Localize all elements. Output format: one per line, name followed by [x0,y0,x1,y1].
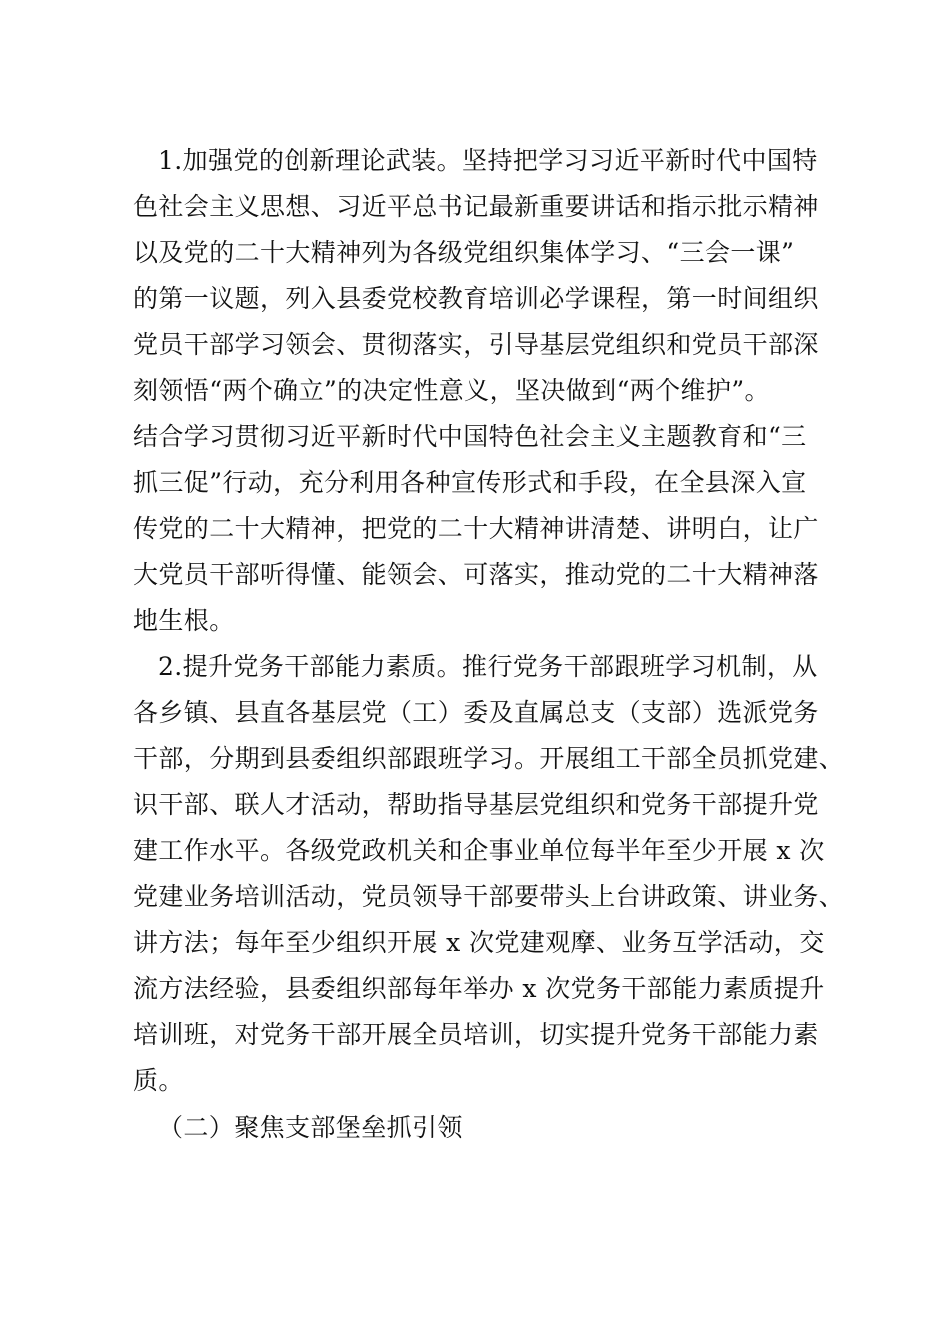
paragraph-1-line: 地生根。 [133,606,235,635]
paragraph-1-line: 的第一议题，列入县委党校教育培训必学课程，第一时间组织 [133,284,819,313]
paragraph-2-line: 流方法经验，县委组织部每年举办 x 次党务干部能力素质提升 [133,974,825,1003]
paragraph-2-line: 识干部、联人才活动，帮助指导基层党组织和党务干部提升党 [133,790,819,819]
section-heading: （二）聚焦支部堡垒抓引领 [158,1113,463,1142]
paragraph-2-line: 培训班，对党务干部开展全员培训，切实提升党务干部能力素 [133,1020,819,1049]
paragraph-1-line: 抓三促”行动，充分利用各种宣传形式和手段，在全县深入宣 [133,468,807,497]
paragraph-1-line: 刻领悟“两个确立”的决定性意义，坚决做到“两个维护”。 [133,376,770,405]
paragraph-1-line: 1.加强党的创新理论武装。坚持把学习习近平新时代中国特 [158,146,818,175]
paragraph-2-line: 质。 [133,1066,184,1095]
paragraph-2-line: 2.提升党务干部能力素质。推行党务干部跟班学习机制，从 [158,652,818,681]
paragraph-2-line: 建工作水平。各级党政机关和企事业单位每半年至少开展 x 次 [133,836,825,865]
paragraph-1-line: 结合学习贯彻习近平新时代中国特色社会主义主题教育和“三 [133,422,807,451]
paragraph-2-line: 讲方法；每年至少组织开展 x 次党建观摩、业务互学活动，交 [133,928,825,957]
paragraph-1-line: 传党的二十大精神，把党的二十大精神讲清楚、讲明白，让广 [133,514,819,543]
paragraph-2-line: 干部，分期到县委组织部跟班学习。开展组工干部全员抓党建、 [133,744,845,773]
paragraph-1-line: 色社会主义思想、习近平总书记最新重要讲话和指示批示精神 [133,192,819,221]
paragraph-1-line: 大党员干部听得懂、能领会、可落实，推动党的二十大精神落 [133,560,819,589]
paragraph-1-line: 党员干部学习领会、贯彻落实，引导基层党组织和党员干部深 [133,330,819,359]
paragraph-2-line: 党建业务培训活动，党员领导干部要带头上台讲政策、讲业务、 [133,882,845,911]
paragraph-1-line: 以及党的二十大精神列为各级党组织集体学习、“三会一课” [133,238,795,267]
paragraph-2-line: 各乡镇、县直各基层党（工）委及直属总支（支部）选派党务 [133,698,819,727]
